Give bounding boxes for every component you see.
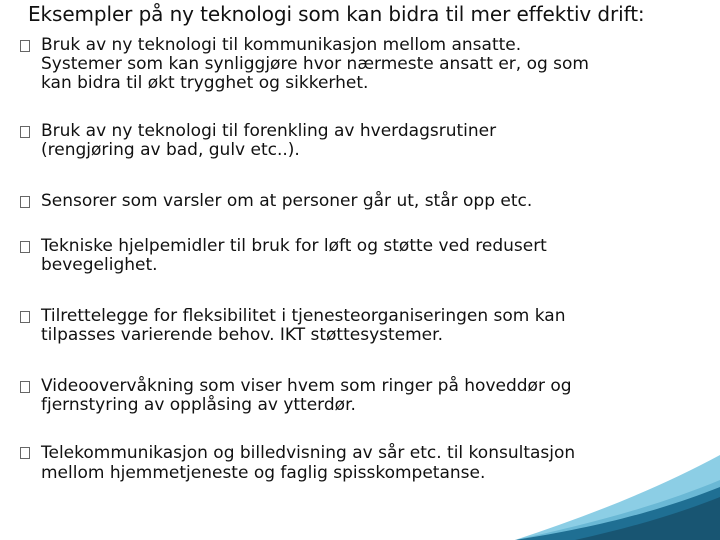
bullet-box-icon [20,311,30,323]
bullet-text: Telekommunikasjon og billedvisning av sår etc. til konsultasjon mellom hjemmetjeneste og faglig spisskompetanse. [41,443,576,483]
bullet-box-icon [20,196,30,208]
bullet-text: Tilrettelegge for fleksibilitet i tjenesteorganiseringen som kan tilpasses varierende behov. IKT støttesystemer. [41,306,566,345]
bullet-text: Tekniske hjelpemidler til bruk for løft og støtte ved redusert bevegelighet. [41,236,547,275]
bullet-box-icon [20,447,30,459]
bullet-text: Videoovervåkning som viser hvem som ringer på hoveddør og fjernstyring av opplåsing av ytterdør. [41,376,572,415]
bullet-box-icon [20,241,30,253]
bullet-text: Bruk av ny teknologi til forenkling av hverdagsrutiner (rengjøring av bad, gulv etc..). [41,121,497,160]
bullet-box-icon [20,126,30,138]
corner-wave-decoration [515,445,720,540]
bullet-text: Bruk av ny teknologi til kommunikasjon mellom ansatte. Systemer som kan synliggjøre hvor nærmeste ansatt er, og som kan bidra til økt trygghet og sikkerhet. [41,35,589,93]
bullet-box-icon [20,381,30,393]
bullet-text: Sensorer som varsler om at personer går ut, står opp etc. [41,191,533,211]
bullet-box-icon [20,40,30,52]
slide-title: Eksempler på ny teknologi som kan bidra til mer effektiv drift: [28,2,645,26]
